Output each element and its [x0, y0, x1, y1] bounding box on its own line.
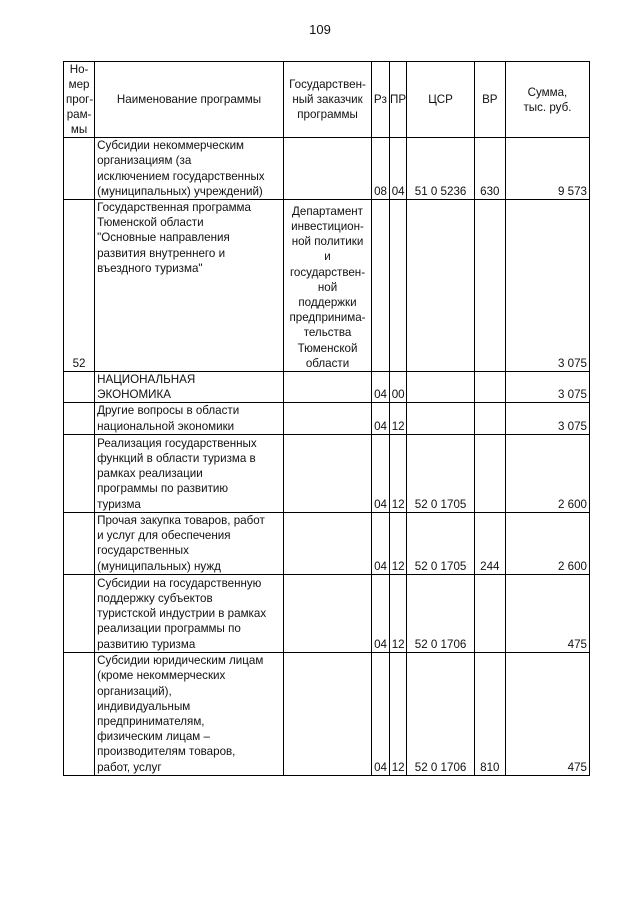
row-csr: 52 0 1706: [407, 574, 474, 652]
row-name: Прочая закупка товаров, работ и услуг для обеспечения государственных (муниципальных) нужд: [95, 512, 284, 574]
row-sum: 3 075: [505, 403, 589, 434]
row-name: Субсидии некоммерческим организациям (за исключением государственных (муниципальных) учреждений): [95, 138, 284, 200]
row-number: 52: [64, 200, 95, 372]
table-row: [64, 434, 590, 512]
row-pr: 12: [389, 434, 407, 512]
row-pr: 12: [389, 403, 407, 434]
row-rz: 08: [372, 138, 390, 200]
table-header-row: [64, 62, 590, 138]
row-csr: 52 0 1706: [407, 652, 474, 775]
row-number: [64, 372, 95, 403]
header-rz: Рз: [372, 62, 390, 138]
table-row: [64, 200, 590, 372]
row-csr: [407, 372, 474, 403]
row-number: [64, 434, 95, 512]
row-sum: 3 075: [505, 372, 589, 403]
row-vr: 810: [474, 652, 505, 775]
row-csr: 52 0 1705: [407, 434, 474, 512]
row-number: [64, 138, 95, 200]
header-customer: Государствен- ный заказчик программы: [283, 62, 371, 138]
row-vr: [474, 372, 505, 403]
row-csr: 52 0 1705: [407, 512, 474, 574]
row-sum: 9 573: [505, 138, 589, 200]
row-rz: 04: [372, 403, 390, 434]
table-row: [64, 403, 590, 434]
row-pr: 12: [389, 652, 407, 775]
row-customer: [283, 574, 371, 652]
row-customer: [283, 403, 371, 434]
row-rz: 04: [372, 574, 390, 652]
table-row: [64, 574, 590, 652]
header-vr: ВР: [474, 62, 505, 138]
row-vr: [474, 200, 505, 372]
row-name: НАЦИОНАЛЬНАЯ ЭКОНОМИКА: [95, 372, 284, 403]
row-sum: 475: [505, 574, 589, 652]
row-number: [64, 652, 95, 775]
row-pr: 12: [389, 574, 407, 652]
row-csr: [407, 200, 474, 372]
budget-table: [63, 61, 590, 776]
header-pr: ПР: [389, 62, 407, 138]
table-row: [64, 512, 590, 574]
row-vr: 244: [474, 512, 505, 574]
row-customer: [283, 138, 371, 200]
row-pr: 12: [389, 512, 407, 574]
row-pr: 04: [389, 138, 407, 200]
row-rz: 04: [372, 434, 390, 512]
row-rz: 04: [372, 372, 390, 403]
row-csr: [407, 403, 474, 434]
row-rz: 04: [372, 512, 390, 574]
row-sum: 475: [505, 652, 589, 775]
header-program-number: Но- мер прог- рам- мы: [64, 62, 95, 138]
header-csr: ЦСР: [407, 62, 474, 138]
row-vr: [474, 574, 505, 652]
row-sum: 2 600: [505, 434, 589, 512]
row-name: Субсидии юридическим лицам (кроме некоммерческих организаций), индивидуальным предпринимателям, физическим лицам – производителям товаров, работ, услуг: [95, 652, 284, 775]
row-vr: 630: [474, 138, 505, 200]
row-pr: 00: [389, 372, 407, 403]
row-customer: [283, 434, 371, 512]
row-number: [64, 403, 95, 434]
row-number: [64, 574, 95, 652]
row-csr: 51 0 5236: [407, 138, 474, 200]
row-pr: [389, 200, 407, 372]
row-vr: [474, 403, 505, 434]
table-row: [64, 138, 590, 200]
row-customer: Департамент инвестицион- ной политики и государствен- ной поддержки предпринима- тельства Тюменской области: [283, 200, 371, 372]
row-customer: [283, 372, 371, 403]
table-row: [64, 372, 590, 403]
row-customer: [283, 652, 371, 775]
row-name: Реализация государственных функций в области туризма в рамках реализации программы по развитию туризма: [95, 434, 284, 512]
header-program-name: Наименование программы: [95, 62, 284, 138]
table-row: [64, 652, 590, 775]
row-vr: [474, 434, 505, 512]
row-name: Государственная программа Тюменской области "Основные направления развития внутреннего и въездного туризма": [95, 200, 284, 372]
row-number: [64, 512, 95, 574]
row-rz: [372, 200, 390, 372]
header-sum: Сумма, тыс. руб.: [505, 62, 589, 138]
row-name: Другие вопросы в области национальной экономики: [95, 403, 284, 434]
row-sum: 2 600: [505, 512, 589, 574]
row-name: Субсидии на государственную поддержку субъектов туристской индустрии в рамках реализации программы по развитию туризма: [95, 574, 284, 652]
page-number: 109: [309, 22, 331, 37]
row-rz: 04: [372, 652, 390, 775]
row-customer: [283, 512, 371, 574]
row-sum: 3 075: [505, 200, 589, 372]
